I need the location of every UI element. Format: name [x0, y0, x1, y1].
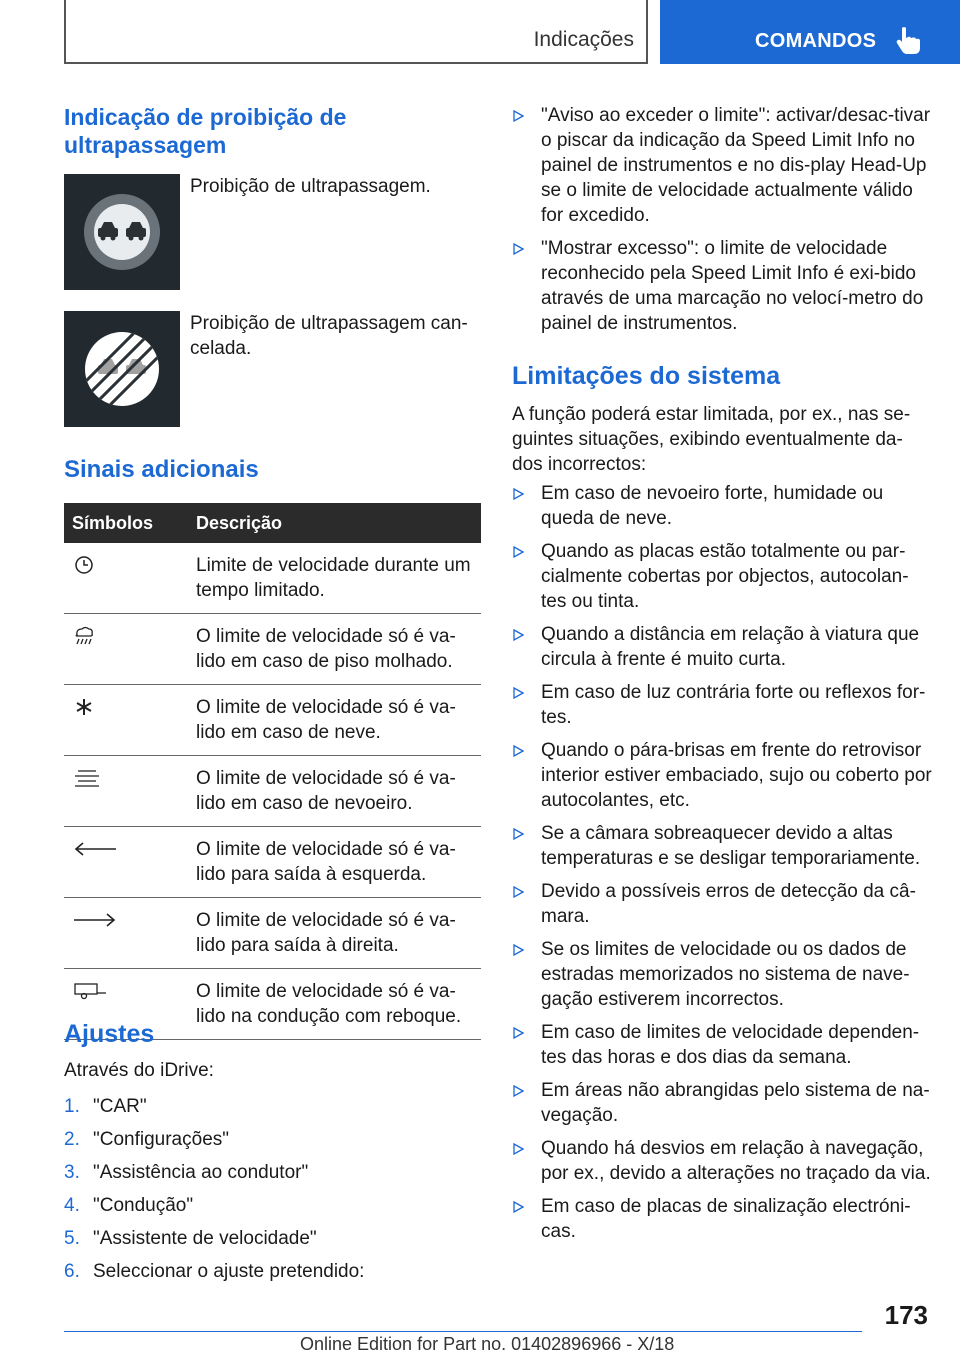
bullet-triangle-icon: [512, 1085, 524, 1097]
bullet-triangle-icon: [512, 745, 524, 757]
list-item: Devido a possíveis erros de detecção da câ-mara.: [512, 879, 932, 929]
table-cell-description: Limite de velocidade durante um tempo limitado.: [188, 543, 481, 614]
list-item: Quando o pára-brisas em frente do retrovisor interior estiver embaciado, sujo ou coberto por autocolantes, etc.: [512, 738, 932, 813]
table-cell-description: O limite de velocidade só é va-lido em caso de neve.: [188, 685, 481, 756]
section-title: Indicações: [533, 28, 634, 51]
table-cell-description: O limite de velocidade só é va-lido na condução com reboque.: [188, 969, 481, 1040]
bullet-triangle-icon: [512, 629, 524, 641]
limitations-heading: Limitações do sistema: [512, 362, 781, 390]
pointing-hand-icon: [895, 26, 921, 56]
list-item: 6. Seleccionar o ajuste pretendido:: [64, 1261, 365, 1282]
bullet-triangle-icon: [512, 886, 524, 898]
list-item: Quando as placas estão totalmente ou par-cialmente cobertas por objectos, autocolan-tes ou tinta.: [512, 539, 932, 614]
table-row: [64, 685, 481, 756]
list-item: Se os limites de velocidade ou os dados de estradas memorizados no sistema de nave-gação estiverem incorrectos.: [512, 937, 932, 1012]
bullet-triangle-icon: [512, 828, 524, 840]
bullet-triangle-icon: [512, 1143, 524, 1155]
arrow-left-icon: [72, 839, 118, 859]
settings-steps-list: [64, 1094, 484, 1292]
bullet-triangle-icon: [512, 546, 524, 558]
table-cell-description: O limite de velocidade só é va-lido para saída à direita.: [188, 898, 481, 969]
list-item: Em caso de luz contrária forte ou reflexos for-tes.: [512, 680, 932, 730]
list-item: Em caso de limites de velocidade dependen-tes das horas e dos dias da semana.: [512, 1020, 932, 1070]
table-row: [64, 756, 481, 827]
trailer-icon: [72, 981, 108, 1001]
no-overtaking-end-sign: [64, 311, 180, 427]
list-item: Em caso de placas de sinalização electróni-cas.: [512, 1194, 932, 1244]
limitations-list: [512, 481, 932, 1252]
table-cell-description: O limite de velocidade só é va-lido em caso de nevoeiro.: [188, 756, 481, 827]
settings-intro: Através do iDrive:: [64, 1060, 214, 1081]
settings-heading: Ajustes: [64, 1020, 155, 1048]
list-item: 5. "Assistente de velocidade": [64, 1228, 317, 1249]
list-item: 3. "Assistência ao condutor": [64, 1162, 309, 1183]
footer-edition: Online Edition for Part no. 01402896966 - X/18: [300, 1334, 675, 1354]
additional-signs-table: [64, 503, 481, 1040]
list-item: "Aviso ao exceder o limite": activar/desac-tivar o piscar da indicação da Speed Limit Info no painel de instrumentos e no dis-play Head-Up se o limite de velocidade actualmente válido for excedido.: [512, 103, 932, 228]
fog-icon: [72, 768, 102, 788]
chapter-title: COMANDOS: [755, 30, 877, 52]
option-list: [512, 103, 932, 344]
header-chapter-tab[interactable]: [660, 0, 960, 64]
table-row: [64, 614, 481, 685]
list-item: Se a câmara sobreaquecer devido a altas temperaturas e se desligar temporariamente.: [512, 821, 932, 871]
list-item: Quando há desvios em relação à navegação, por ex., devido a alterações no traçado da via.: [512, 1136, 932, 1186]
bullet-triangle-icon: [512, 243, 524, 255]
table-row: [64, 543, 481, 614]
header-section-box: [64, 0, 648, 64]
list-item: 2. "Configurações": [64, 1129, 230, 1150]
table-cell-description: O limite de velocidade só é va-lido para saída à esquerda.: [188, 827, 481, 898]
list-item: "Mostrar excesso": o limite de velocidade reconhecido pela Speed Limit Info é exi-bido através de uma marcação no velocí-metro do painel de instrumentos.: [512, 236, 932, 336]
list-item: Em caso de nevoeiro forte, humidade ou queda de neve.: [512, 481, 932, 531]
bullet-triangle-icon: [512, 1027, 524, 1039]
bullet-triangle-icon: [512, 944, 524, 956]
no-overtaking-sign: [64, 174, 180, 290]
bullet-triangle-icon: [512, 687, 524, 699]
arrow-right-icon: [72, 910, 118, 930]
col-header-description: Descrição: [188, 503, 481, 543]
bullet-triangle-icon: [512, 1201, 524, 1213]
additional-signs-heading: Sinais adicionais: [64, 456, 259, 483]
table-row: [64, 827, 481, 898]
list-item: 1. "CAR": [64, 1096, 147, 1117]
col-header-symbols: Símbolos: [64, 503, 188, 543]
clock-icon: [72, 555, 96, 575]
rain-icon: [72, 626, 96, 646]
list-item: 4. "Condução": [64, 1195, 194, 1216]
table-cell-description: O limite de velocidade só é va-lido em caso de piso molhado.: [188, 614, 481, 685]
limitations-intro: A função poderá estar limitada, por ex., nas se-guintes situações, exibindo eventualmente da-dos incorrectos:: [512, 404, 911, 475]
overtake-heading: Indicação de proibição de ultrapassagem: [64, 104, 347, 158]
footer-divider: [64, 1331, 862, 1332]
snowflake-icon: [72, 697, 96, 717]
list-item: Quando a distância em relação à viatura que circula à frente é muito curta.: [512, 622, 932, 672]
bullet-triangle-icon: [512, 488, 524, 500]
table-row: [64, 898, 481, 969]
sign1-description: Proibição de ultrapassagem.: [190, 176, 431, 197]
sign2-description: Proibição de ultrapassagem can-celada.: [190, 313, 468, 359]
list-item: Em áreas não abrangidas pelo sistema de na-vegação.: [512, 1078, 932, 1128]
bullet-triangle-icon: [512, 110, 524, 122]
page-number: 173: [884, 1300, 928, 1330]
